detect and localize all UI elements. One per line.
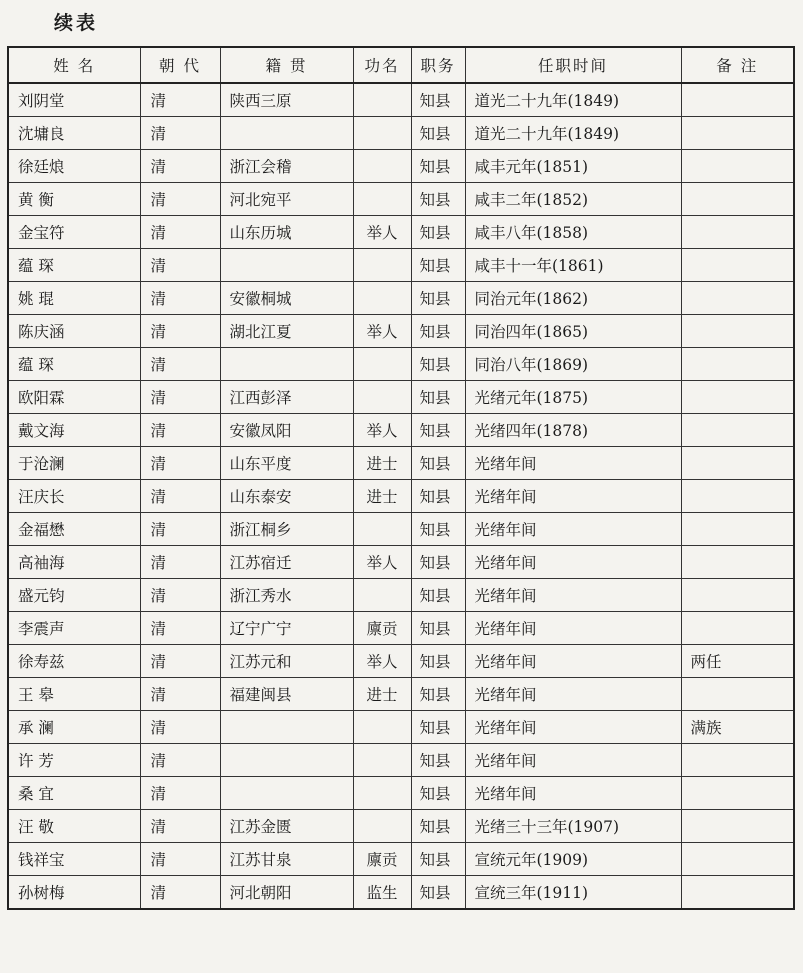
table-row [8, 447, 794, 480]
cell-dynasty: 清 [140, 348, 220, 381]
cell-dynasty: 清 [140, 249, 220, 282]
cell-note [681, 282, 794, 315]
cell-name: 高袖海 [8, 546, 140, 579]
table-row [8, 282, 794, 315]
cell-native-place: 安徽凤阳 [220, 414, 353, 447]
cell-name: 钱祥宝 [8, 843, 140, 876]
cell-title [353, 282, 411, 315]
cell-title: 监生 [353, 876, 411, 910]
table-row [8, 711, 794, 744]
cell-native-place: 江苏甘泉 [220, 843, 353, 876]
cell-native-place: 浙江桐乡 [220, 513, 353, 546]
cell-post: 知县 [411, 282, 465, 315]
cell-native-place: 河北宛平 [220, 183, 353, 216]
cell-native-place [220, 777, 353, 810]
cell-title: 举人 [353, 414, 411, 447]
cell-note [681, 117, 794, 150]
cell-tenure: 咸丰八年(1858) [465, 216, 681, 249]
cell-name: 王 皋 [8, 678, 140, 711]
cell-dynasty: 清 [140, 843, 220, 876]
table-row [8, 810, 794, 843]
cell-tenure: 同治八年(1869) [465, 348, 681, 381]
cell-post: 知县 [411, 315, 465, 348]
cell-title: 举人 [353, 216, 411, 249]
cell-native-place: 湖北江夏 [220, 315, 353, 348]
cell-tenure: 光绪年间 [465, 744, 681, 777]
cell-tenure: 宣统三年(1911) [465, 876, 681, 910]
cell-post: 知县 [411, 381, 465, 414]
cell-native-place [220, 348, 353, 381]
table-row [8, 150, 794, 183]
cell-note [681, 777, 794, 810]
cell-title [353, 810, 411, 843]
table-row [8, 777, 794, 810]
cell-native-place: 江苏金匮 [220, 810, 353, 843]
cell-note [681, 414, 794, 447]
header-post: 职务 [411, 47, 465, 83]
cell-note [681, 546, 794, 579]
cell-native-place: 辽宁广宁 [220, 612, 353, 645]
cell-note [681, 810, 794, 843]
cell-dynasty: 清 [140, 150, 220, 183]
cell-tenure: 光绪三十三年(1907) [465, 810, 681, 843]
cell-note [681, 150, 794, 183]
cell-title: 举人 [353, 315, 411, 348]
cell-dynasty: 清 [140, 810, 220, 843]
cell-title [353, 711, 411, 744]
table-row [8, 183, 794, 216]
cell-native-place: 河北朝阳 [220, 876, 353, 910]
cell-dynasty: 清 [140, 777, 220, 810]
cell-title: 进士 [353, 447, 411, 480]
cell-tenure: 咸丰元年(1851) [465, 150, 681, 183]
cell-note [681, 183, 794, 216]
cell-title [353, 579, 411, 612]
cell-title: 廪贡 [353, 612, 411, 645]
header-title: 功名 [353, 47, 411, 83]
cell-note [681, 83, 794, 117]
cell-name: 陈庆涵 [8, 315, 140, 348]
table-row [8, 216, 794, 249]
cell-name: 沈墉良 [8, 117, 140, 150]
cell-tenure: 光绪年间 [465, 612, 681, 645]
cell-tenure: 咸丰十一年(1861) [465, 249, 681, 282]
table-row [8, 117, 794, 150]
cell-native-place: 浙江会稽 [220, 150, 353, 183]
table-body [8, 83, 794, 909]
cell-tenure: 同治四年(1865) [465, 315, 681, 348]
cell-dynasty: 清 [140, 282, 220, 315]
cell-note [681, 744, 794, 777]
cell-dynasty: 清 [140, 216, 220, 249]
cell-native-place: 江西彭泽 [220, 381, 353, 414]
cell-dynasty: 清 [140, 678, 220, 711]
cell-native-place: 安徽桐城 [220, 282, 353, 315]
cell-post: 知县 [411, 513, 465, 546]
cell-title: 进士 [353, 678, 411, 711]
cell-post: 知县 [411, 744, 465, 777]
cell-dynasty: 清 [140, 381, 220, 414]
cell-name: 许 芳 [8, 744, 140, 777]
cell-dynasty: 清 [140, 117, 220, 150]
table-row [8, 645, 794, 678]
cell-dynasty: 清 [140, 546, 220, 579]
cell-note [681, 579, 794, 612]
cell-name: 于沧澜 [8, 447, 140, 480]
table-row [8, 249, 794, 282]
cell-title [353, 513, 411, 546]
cell-name: 汪庆长 [8, 480, 140, 513]
cell-title: 举人 [353, 645, 411, 678]
cell-post: 知县 [411, 546, 465, 579]
table-row [8, 513, 794, 546]
cell-tenure: 光绪年间 [465, 447, 681, 480]
page-heading: 续表 [54, 12, 99, 34]
table-row [8, 381, 794, 414]
cell-name: 欧阳霖 [8, 381, 140, 414]
cell-note [681, 843, 794, 876]
cell-native-place [220, 744, 353, 777]
cell-title: 进士 [353, 480, 411, 513]
cell-post: 知县 [411, 447, 465, 480]
cell-tenure: 同治元年(1862) [465, 282, 681, 315]
table-row [8, 744, 794, 777]
cell-tenure: 光绪年间 [465, 480, 681, 513]
cell-native-place: 江苏元和 [220, 645, 353, 678]
cell-title [353, 249, 411, 282]
cell-name: 盛元钧 [8, 579, 140, 612]
cell-note [681, 876, 794, 910]
table-row [8, 678, 794, 711]
cell-dynasty: 清 [140, 414, 220, 447]
cell-name: 桑 宜 [8, 777, 140, 810]
cell-tenure: 道光二十九年(1849) [465, 117, 681, 150]
header-row [8, 47, 794, 83]
cell-title [353, 83, 411, 117]
header-tenure: 任职时间 [465, 47, 681, 83]
cell-note [681, 678, 794, 711]
table-row [8, 83, 794, 117]
cell-title [353, 117, 411, 150]
cell-name: 李震声 [8, 612, 140, 645]
cell-tenure: 光绪年间 [465, 645, 681, 678]
cell-name: 姚 琨 [8, 282, 140, 315]
cell-post: 知县 [411, 83, 465, 117]
cell-tenure: 光绪年间 [465, 777, 681, 810]
cell-post: 知县 [411, 150, 465, 183]
cell-name: 金宝符 [8, 216, 140, 249]
cell-note: 满族 [681, 711, 794, 744]
cell-dynasty: 清 [140, 645, 220, 678]
cell-native-place: 山东平度 [220, 447, 353, 480]
cell-title [353, 183, 411, 216]
cell-tenure: 咸丰二年(1852) [465, 183, 681, 216]
cell-name: 黄 衡 [8, 183, 140, 216]
cell-native-place: 江苏宿迁 [220, 546, 353, 579]
cell-native-place: 山东历城 [220, 216, 353, 249]
cell-dynasty: 清 [140, 744, 220, 777]
cell-title [353, 348, 411, 381]
cell-post: 知县 [411, 414, 465, 447]
cell-note [681, 249, 794, 282]
table-row [8, 612, 794, 645]
cell-title: 廪贡 [353, 843, 411, 876]
cell-tenure: 光绪四年(1878) [465, 414, 681, 447]
cell-title [353, 150, 411, 183]
header-dynasty: 朝 代 [140, 47, 220, 83]
cell-note [681, 381, 794, 414]
cell-dynasty: 清 [140, 183, 220, 216]
cell-note [681, 216, 794, 249]
cell-post: 知县 [411, 876, 465, 910]
cell-native-place [220, 249, 353, 282]
table-row [8, 414, 794, 447]
cell-tenure: 光绪年间 [465, 678, 681, 711]
cell-post: 知县 [411, 678, 465, 711]
cell-note [681, 480, 794, 513]
cell-tenure: 光绪年间 [465, 579, 681, 612]
cell-name: 孙树梅 [8, 876, 140, 910]
cell-dynasty: 清 [140, 711, 220, 744]
cell-native-place [220, 711, 353, 744]
cell-tenure: 光绪元年(1875) [465, 381, 681, 414]
cell-name: 蕴 琛 [8, 249, 140, 282]
cell-note [681, 447, 794, 480]
table-row [8, 315, 794, 348]
table-row [8, 579, 794, 612]
cell-dynasty: 清 [140, 447, 220, 480]
official-roster-table [7, 46, 795, 910]
cell-post: 知县 [411, 843, 465, 876]
cell-title [353, 777, 411, 810]
table-row [8, 480, 794, 513]
cell-name: 徐廷烺 [8, 150, 140, 183]
cell-name: 刘阴堂 [8, 83, 140, 117]
cell-post: 知县 [411, 711, 465, 744]
cell-tenure: 光绪年间 [465, 546, 681, 579]
cell-post: 知县 [411, 216, 465, 249]
cell-note [681, 315, 794, 348]
cell-title [353, 381, 411, 414]
cell-dynasty: 清 [140, 83, 220, 117]
header-name: 姓 名 [8, 47, 140, 83]
cell-name: 戴文海 [8, 414, 140, 447]
cell-name: 金福懋 [8, 513, 140, 546]
cell-tenure: 光绪年间 [465, 513, 681, 546]
table-row [8, 348, 794, 381]
header-note: 备 注 [681, 47, 794, 83]
cell-title [353, 744, 411, 777]
cell-tenure: 道光二十九年(1849) [465, 83, 681, 117]
cell-post: 知县 [411, 348, 465, 381]
cell-dynasty: 清 [140, 876, 220, 910]
cell-tenure: 宣统元年(1909) [465, 843, 681, 876]
cell-note [681, 612, 794, 645]
cell-dynasty: 清 [140, 513, 220, 546]
table-row [8, 843, 794, 876]
cell-post: 知县 [411, 117, 465, 150]
cell-name: 徐寿兹 [8, 645, 140, 678]
cell-post: 知县 [411, 645, 465, 678]
cell-post: 知县 [411, 612, 465, 645]
table-row [8, 546, 794, 579]
cell-dynasty: 清 [140, 612, 220, 645]
cell-name: 承 澜 [8, 711, 140, 744]
table-row [8, 876, 794, 910]
cell-native-place: 浙江秀水 [220, 579, 353, 612]
cell-dynasty: 清 [140, 315, 220, 348]
header-native-place: 籍 贯 [220, 47, 353, 83]
cell-note [681, 348, 794, 381]
cell-dynasty: 清 [140, 480, 220, 513]
table-header [8, 47, 794, 83]
cell-native-place: 山东泰安 [220, 480, 353, 513]
cell-tenure: 光绪年间 [465, 711, 681, 744]
cell-native-place: 陕西三原 [220, 83, 353, 117]
cell-title: 举人 [353, 546, 411, 579]
cell-post: 知县 [411, 183, 465, 216]
cell-post: 知县 [411, 810, 465, 843]
cell-native-place [220, 117, 353, 150]
cell-name: 汪 敬 [8, 810, 140, 843]
cell-post: 知县 [411, 579, 465, 612]
cell-native-place: 福建闽县 [220, 678, 353, 711]
cell-name: 蕴 琛 [8, 348, 140, 381]
cell-note: 两任 [681, 645, 794, 678]
cell-post: 知县 [411, 480, 465, 513]
cell-post: 知县 [411, 249, 465, 282]
cell-note [681, 513, 794, 546]
cell-post: 知县 [411, 777, 465, 810]
cell-dynasty: 清 [140, 579, 220, 612]
